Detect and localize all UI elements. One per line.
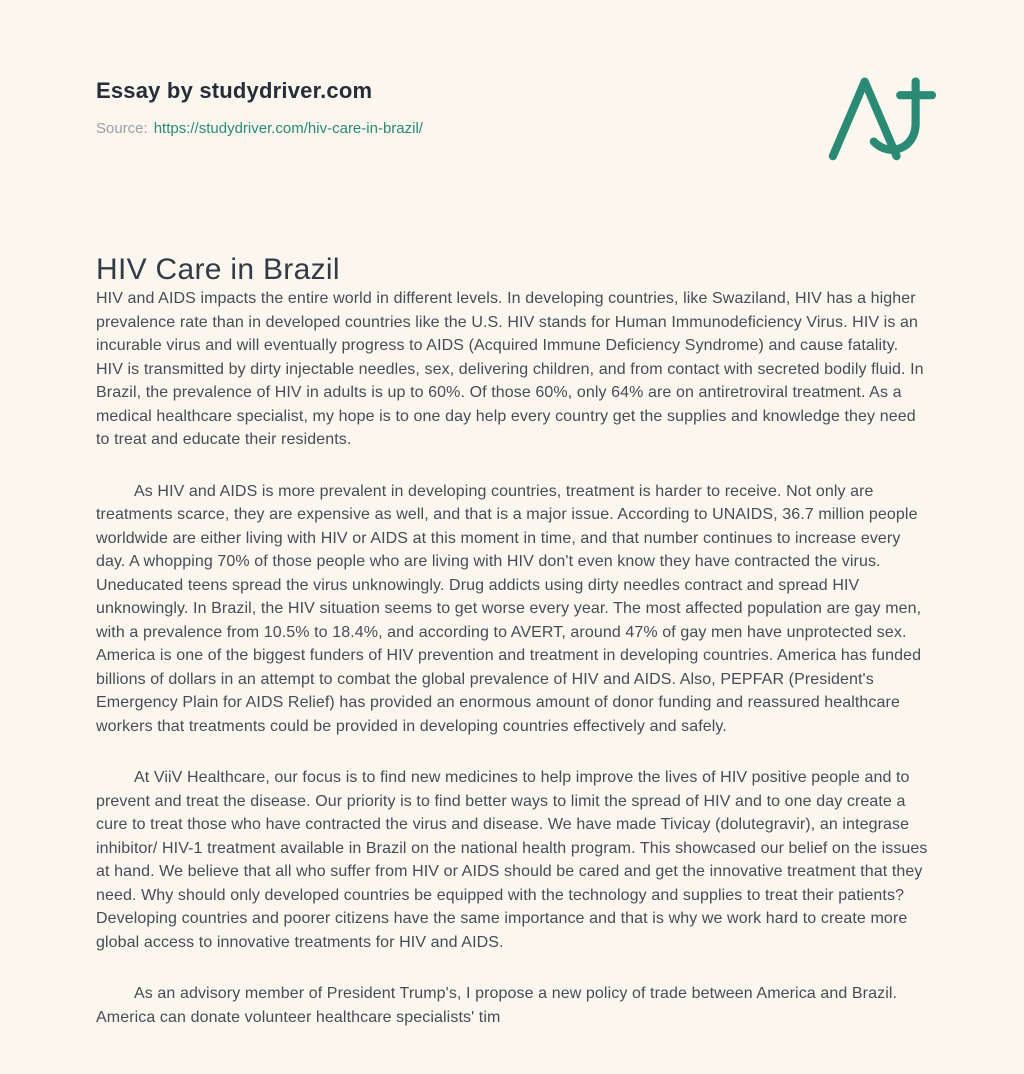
source-link[interactable]: https://studydriver.com/hiv-care-in-brazil/ [153, 120, 423, 137]
source-line [96, 120, 928, 137]
essay-paragraph-1: HIV and AIDS impacts the entire world in different levels. In developing countries, like Swaziland, HIV has a higher prevalence rate than in developed countries like the U.S. HIV stands for Human Immunodeficiency Virus. HIV is an incurable virus and will eventually progress to AIDS (Acquired Immune Deficiency Syndrome) and cause fatality. HIV is transmitted by dirty injectable needles, sex, delivering children, and from contact with secreted bodily fluid. In Brazil, the prevalence of HIV in adults is up to 60%. Of those 60%, only 64% are on antiretroviral treatment. As a medical healthcare specialist, my hope is to one day help every country get the supplies and knowledge they need to treat and educate their residents. [96, 290, 924, 448]
essay-content [96, 253, 928, 1029]
essay-paragraph-4: As an advisory member of President Trump's, I propose a new policy of trade between America and Brazil. America can donate volunteer healthcare specialists' tim [96, 985, 898, 1026]
document-header [96, 0, 928, 137]
studydriver-logo-icon [822, 68, 942, 166]
essay-byline: Essay by studydriver.com [96, 78, 373, 103]
source-label: Source: [96, 120, 148, 137]
essay-title: HIV Care in Brazil [96, 253, 340, 286]
essay-paragraph-2: As HIV and AIDS is more prevalent in developing countries, treatment is harder to receive. Not only are treatments scarce, they are expensive as well, and that is a major issue. According to UNAIDS, 36.7 million people worldwide are either living with HIV or AIDS at this moment in time, and that number continues to increase every day. A whopping 70% of those people who are living with HIV don't even know they have contracted the virus. Uneducated teens spread the virus unknowingly. Drug addicts using dirty needles contract and spread HIV unknowingly. In Brazil, the HIV situation seems to get worse every year. The most affected population are gay men, with a prevalence from 10.5% to 18.4%, and according to AVERT, around 47% of gay men have unprotected sex. America is one of the biggest funders of HIV prevention and treatment in developing countries. America has funded billions of dollars in an attempt to combat the global prevalence of HIV and AIDS. Also, PEPFAR (President's Emergency Plain for AIDS Relief) has provided an enormous amount of donor funding and reassured healthcare workers that treatments could be provided in developing countries effectively and safely. [96, 482, 922, 735]
essay-paragraph-3: At ViiV Healthcare, our focus is to find new medicines to help improve the lives of HIV positive people and to prevent and treat the disease. Our priority is to find better ways to limit the spread of HIV and to one day create a cure to treat those who have contracted the virus and disease. We have made Tivicay (dolutegravir), an integrase inhibitor/ HIV-1 treatment available in Brazil on the national health program. This showcased our belief on the issues at hand. We believe that all who suffer from HIV or AIDS should be cared and get the innovative treatment that they need. Why should only developed countries be equipped with the technology and supplies to treat their patients? Developing countries and poorer citizens have the same importance and that is why we work hard to create more global access to innovative treatments for HIV and AIDS. [96, 769, 928, 951]
